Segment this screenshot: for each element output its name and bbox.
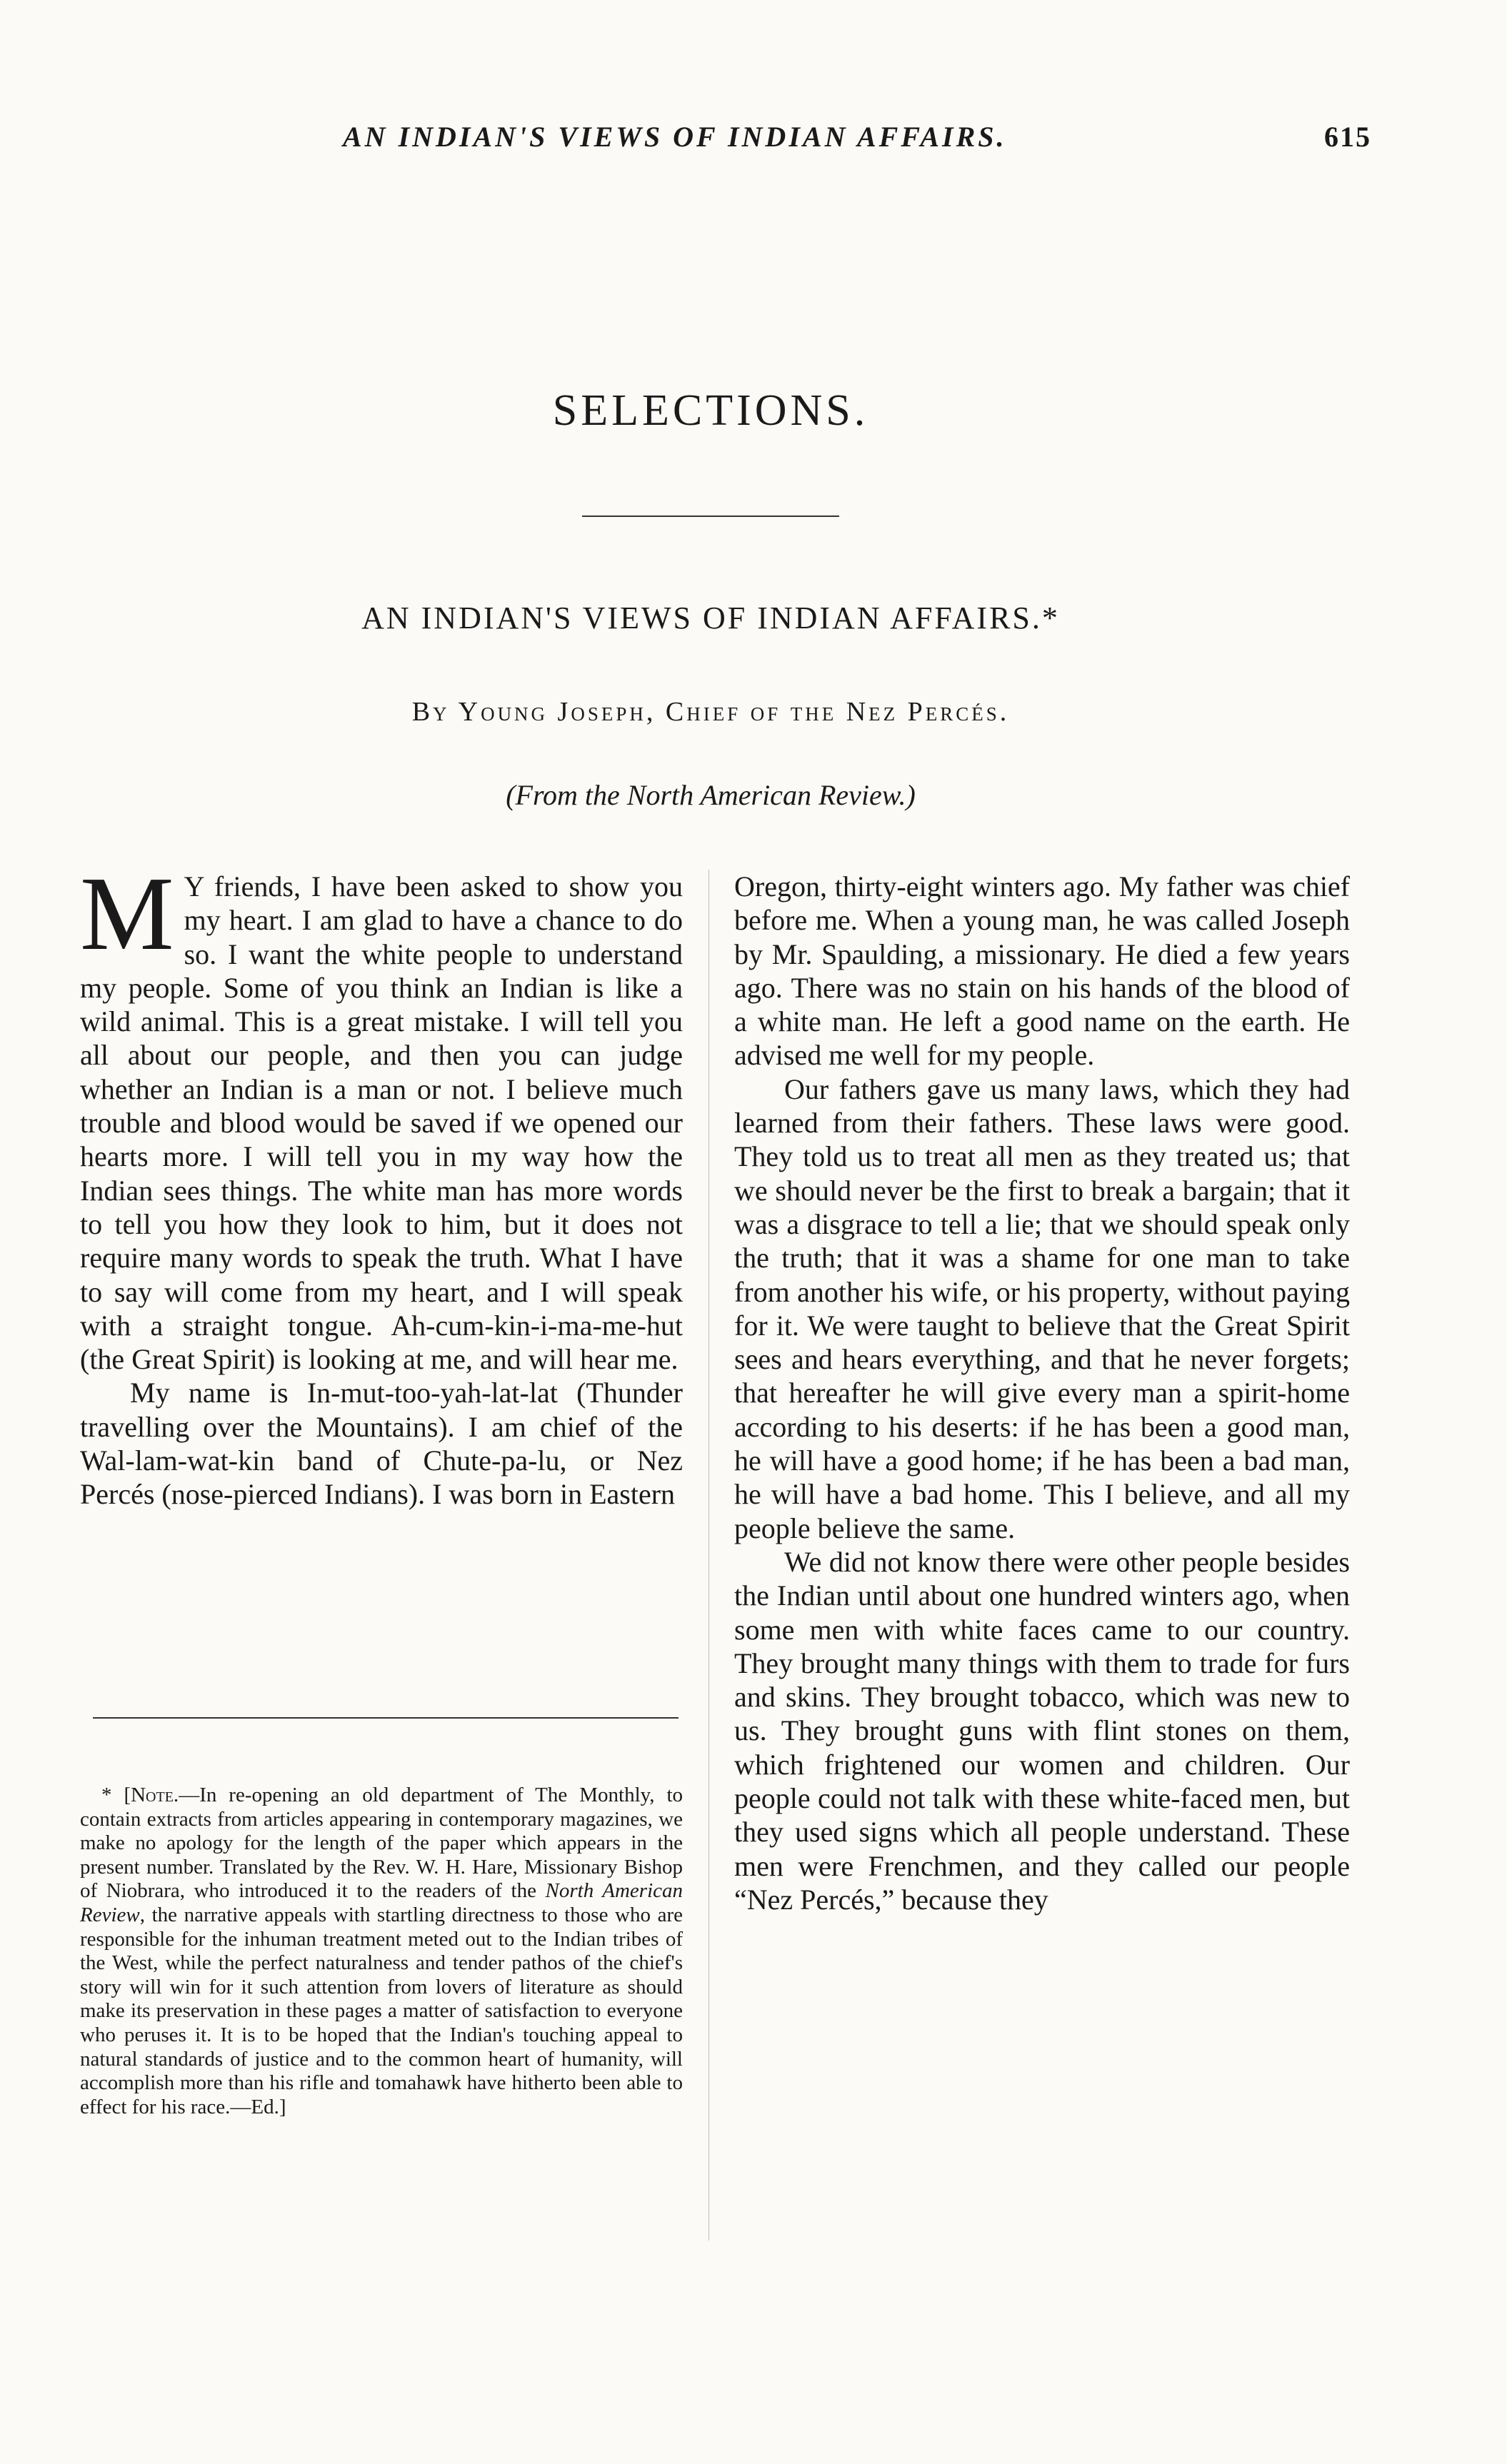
byline: By Young Joseph, Chief of the Nez Percés.	[411, 697, 1010, 727]
left-paragraph-2: My name is In-mut-too-yah-lat-lat (Thunder travelling over the Mountains). I am chief of the Wal-lam-wat-kin band of Chute-pa-lu, or Nez Percés (nose-pierced Indians). I was born in Eastern	[80, 1377, 683, 1511]
left-paragraph-1-text: Y friends, I have been asked to show you my heart. I am glad to have a chance to do so. I want the white people to understand my people. Some of you think an Indian is like a wild animal. This is a great mistake. I will tell you all about our people, and then you can judge whether an Indian is a man or not. I believe much trouble and blood would be saved if we opened our hearts more. I will tell you in my way how the Indian sees things. The white man has more words to tell you how they look to him, but it does not require many words to speak the truth. What I have to say will come from my heart, and I will speak with a straight tongue. Ah-cum-kin-i-ma-me-hut (the Great Spirit) is looking at me, and will hear me.	[80, 870, 683, 1376]
page-number: 615	[1324, 121, 1371, 153]
right-paragraph-2: Our fathers gave us many laws, which they had learned from their fathers. These laws were good. They told us to treat all men as they treated us; that we should never be the first to break a bargain; that it was a disgrace to tell a lie; that we should speak only the truth; that it was a shame for one man to take from another his wife, or his property, without paying for it. We were taught to believe that the Great Spirit sees and hears everything, and that he never forgets; that hereafter he will give every man a spirit-home according to his deserts: if he has been a good man, he will have a good home; if he has been a bad man, he will have a bad home. This I believe, and all my people believe the same.	[734, 1072, 1350, 1544]
left-column	[80, 855, 683, 1512]
right-paragraph-1: Oregon, thirty-eight winters ago. My father was chief before me. When a young man, he was called Joseph by Mr. Spaulding, a missionary. He died a few years ago. There was no stain on his hands of the blood of a white man. He left a good name on the earth. He advised me well for my people.	[734, 870, 1350, 1072]
article-title: AN INDIAN'S VIEWS OF INDIAN AFFAIRS.*	[361, 600, 1060, 635]
source-citation: (From the North American Review.)	[506, 779, 916, 811]
footnote-journal: North American Review	[80, 1879, 684, 1926]
footnote-rule	[93, 1717, 679, 1719]
footnote	[80, 1784, 683, 2119]
footnote-marker: * [Note.	[101, 1784, 179, 1806]
title-divider	[582, 516, 839, 517]
drop-cap: M	[80, 855, 174, 972]
left-paragraph-1	[80, 855, 683, 1376]
footnote-text-1: —In re-opening an old department of The Monthly, to contain extracts from articles appearing in contemporary magazines, we make no apology for the length of the paper which appears in the present number. Translated by the Rev. W. H. Hare, Missionary Bishop of Niobrara, who introduced it to the readers of the	[80, 1784, 683, 1903]
footnote-text-2: , the narrative appeals with startling directness to those who are responsible for the inhuman treatment meted out to the Indian tribes of the West, while the perfect naturalness and tender pathos of the chief's story will win for it such attention from lovers of literature as should make its preservation in these pages a matter of satisfaction to everyone who peruses it. It is to be hoped that the Indian's touching appeal to natural standards of justice and to the common heart of humanity, will accomplish more than his rifle and tomahawk have hitherto been able to effect for his race.—Ed.]	[80, 1903, 683, 2118]
running-head-title: AN INDIAN'S VIEWS OF INDIAN AFFAIRS.	[343, 121, 1007, 153]
footnote-text	[80, 1784, 683, 2119]
section-title: SELECTIONS.	[552, 386, 869, 435]
right-column	[734, 870, 1350, 1916]
right-paragraph-3: We did not know there were other people besides the Indian until about one hundred winters ago, when some men with white faces came to our country. They brought many things with them to trade for furs and skins. They brought tobacco, which was new to us. They brought guns with flint stones on them, which frightened our women and children. Our people could not talk with these white-faced men, but they used signs which all people understand. These men were Frenchmen, and they called our people “Nez Percés,” because they	[734, 1545, 1350, 1916]
